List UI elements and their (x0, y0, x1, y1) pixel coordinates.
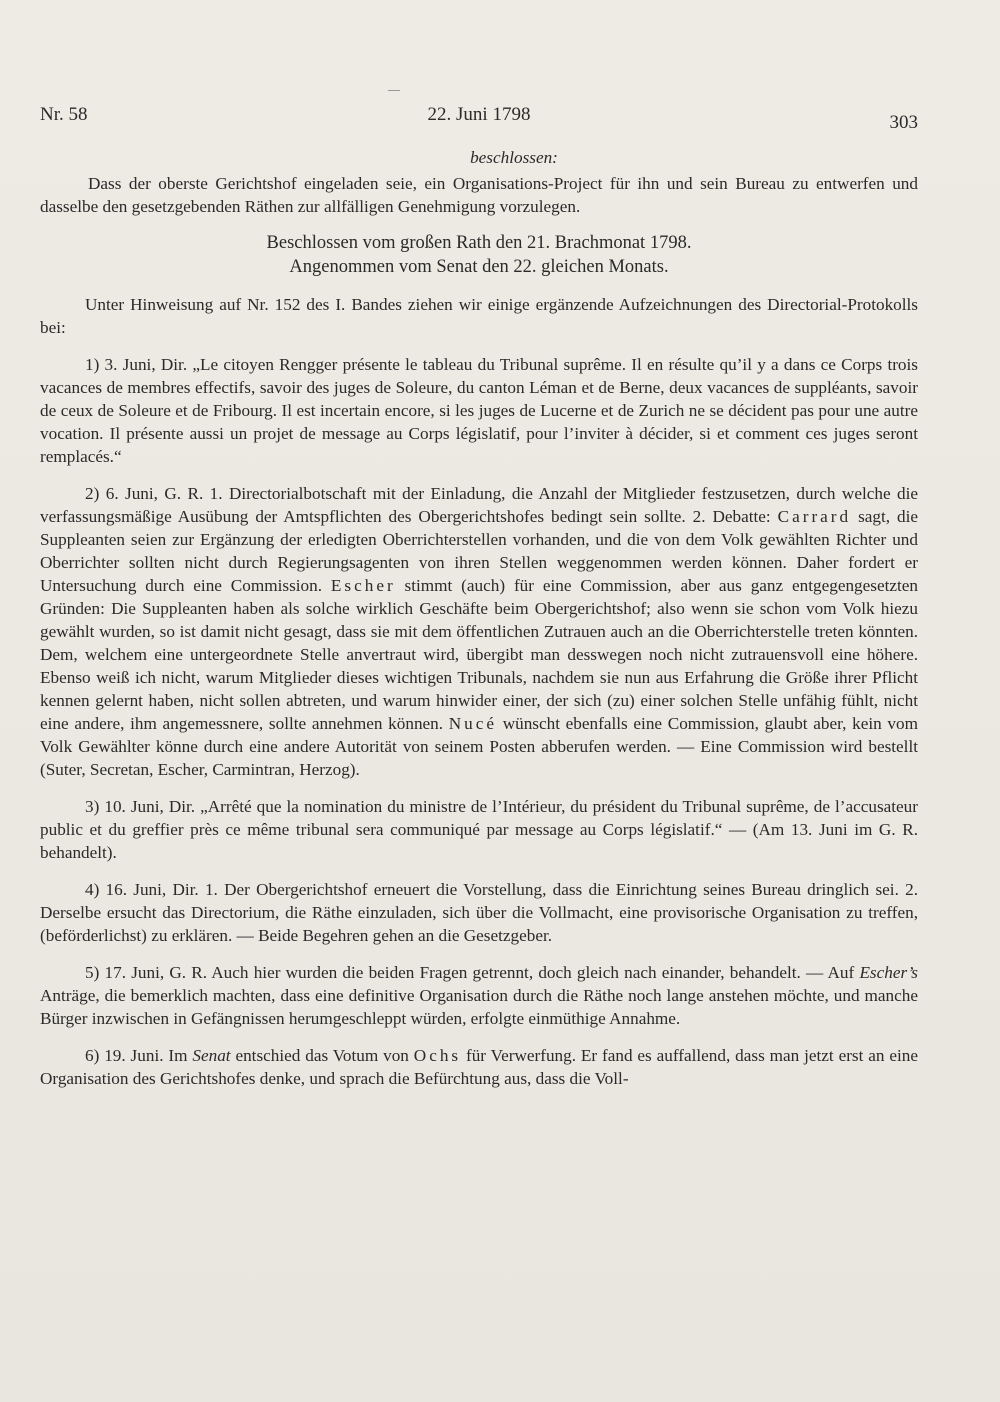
entry-2-text-4: wünscht ebenfalls eine Commission, glaubt aber, kein vom Volk Gewählter könne durch eine andere Autorität von seinem Posten abberufen werden. — Eine Commission wird bestellt (Suter, Secretan, Escher, Carmintran, Herzog). (40, 714, 918, 779)
page-header (40, 104, 918, 132)
page-number: 303 (889, 112, 918, 133)
page-mark (388, 90, 400, 91)
entry-5-text-2: Anträge, die bemerklich machten, dass eine definitive Organisation durch die Räthe noch lange anstehen möchte, und manche Bürger inzwischen in Gefängnissen herumgeschleppt würden, erfolgte einmüthige Annahme. (40, 986, 918, 1028)
resolved-label: beschlossen: (470, 148, 558, 167)
accepted-line: Angenommen vom Senat den 22. gleichen Monats. (289, 257, 669, 277)
entry-2 (40, 482, 918, 781)
entry-5 (40, 961, 918, 1030)
intro-paragraph: Unter Hinweisung auf Nr. 152 des I. Bandes ziehen wir einige ergänzende Aufzeichnungen des Directorial-Protokolls bei: (40, 295, 918, 337)
speaker-name: Nucé (448, 714, 498, 733)
entry-2-text-1: 2) 6. Juni, G. R. 1. Directorialbotschaft mit der Einladung, die Anzahl der Mitglieder festzusetzen, durch welche die verfassungsmäßige Ausübung der Amtspflichten des Obergerichtshofes bedingt sein sollte. 2. Debatte: (40, 484, 918, 526)
speaker-name: Escher’s (859, 963, 918, 982)
entry-6-text-2: entschied das Votum von (230, 1046, 414, 1065)
entry-2-text-2: sagt, die Suppleanten seien zur Ergänzung der erledigten Oberrichterstellen vorhanden, und die von dem Volk gewählten Richter und Oberrichter sollten nicht durch Regierungsagenten von ihren Stellen weggenommen werden können. Daher fordert er Untersuchung durch eine Commission. (40, 507, 918, 595)
entry-5-text-1: 5) 17. Juni, G. R. Auch hier wurden die beiden Fragen getrennt, doch gleich nach einander, behandelt. — Auf (85, 963, 860, 982)
entry-3: 3) 10. Juni, Dir. „Arrêté que la nomination du ministre de l’Intérieur, du président du Tribunal suprême, de l’accusateur public et du greffier près ce même tribunal sera communiqué par message au Corps législatif.“ — (Am 13. Juni im G. R. behandelt). (40, 797, 918, 862)
speaker-name: Ochs (413, 1046, 462, 1065)
speaker-name: Escher (330, 576, 396, 595)
entry-2-text-3: stimmt (auch) für eine Commission, aber aus ganz entgegengesetzten Gründen: Die Suppleanten haben als solche wirklich Geschäfte beim Obergerichtshof; also wenn sie schon vom Volk hiezu gewählt wurden, so ist damit nicht gesagt, dass sie mit dem öffentlichen Zutrauen auch an die Oberrichterstelle treten könnten. Dem, welchem eine untergeordnete Stelle anvertraut wird, übergibt man desswegen noch nicht zutrauensvoll eine höhere. Ebenso weiß ich nicht, warum Mitglieder dieses wichtigen Tribunals, nachdem sie nun aus Erfahrung die Größe ihrer Pflicht kennen gelernt haben, nicht sollen abtreten, und warum hinwider einer, der sich (zu) einer solchen Stelle unfähig fühlt, nicht eine andere, ihm angemessnere, sollte annehmen können. (40, 576, 918, 733)
entry-6-text-1: 6) 19. Juni. Im (85, 1046, 193, 1065)
decision-paragraph: Dass der oberste Gerichtshof eingeladen seie, ein Organisations-Project für ihn und sein Bureau zu entwerfen und dasselbe den gesetzgebenden Räthen zur allfälligen Genehmigung vorzulegen. (40, 174, 918, 216)
entry-1: 1) 3. Juni, Dir. „Le citoyen Rengger présente le tableau du Tribunal suprême. Il en résulte qu’il y a dans ce Corps trois vacances de membres effectifs, savoir des juges de Soleure, du canton Léman et de Berne, deux vacances de suppléants, savoir de ceux de Soleure et de Fribourg. Il est incertain encore, si les juges de Lucerne et de Zurich ne se décident pas pour une autre vocation. Il présente aussi un projet de message au Corps législatif, pour l’inviter à décider, si et comment ces juges seront remplacés.“ (40, 355, 918, 466)
council-name: Senat (192, 1046, 231, 1065)
speaker-name: Carrard (777, 507, 852, 526)
entry-6 (40, 1044, 918, 1090)
entry-4: 4) 16. Juni, Dir. 1. Der Obergerichtshof erneuert die Vorstellung, dass die Einrichtung seines Bureau dringlich sei. 2. Derselbe ersucht das Directorium, die Räthe einzuladen, sich über die Vollmacht, eine provisorische Organisation zu treffen, (beförderlichst) zu erklären. — Beide Begehren gehen an die Gesetzgeber. (40, 880, 918, 945)
passed-line: Beschlossen vom großen Rath den 21. Brachmonat 1798. (266, 233, 692, 253)
document-number: Nr. 58 (40, 104, 88, 125)
document-body (40, 146, 918, 1090)
header-date: 22. Juni 1798 (427, 104, 531, 125)
entry-6-text-3: für Verwerfung. Er fand es auffallend, dass man jetzt erst an eine Organisation des Gerichtshofes denke, und sprach die Befürchtung aus, dass die Voll- (40, 1046, 918, 1088)
